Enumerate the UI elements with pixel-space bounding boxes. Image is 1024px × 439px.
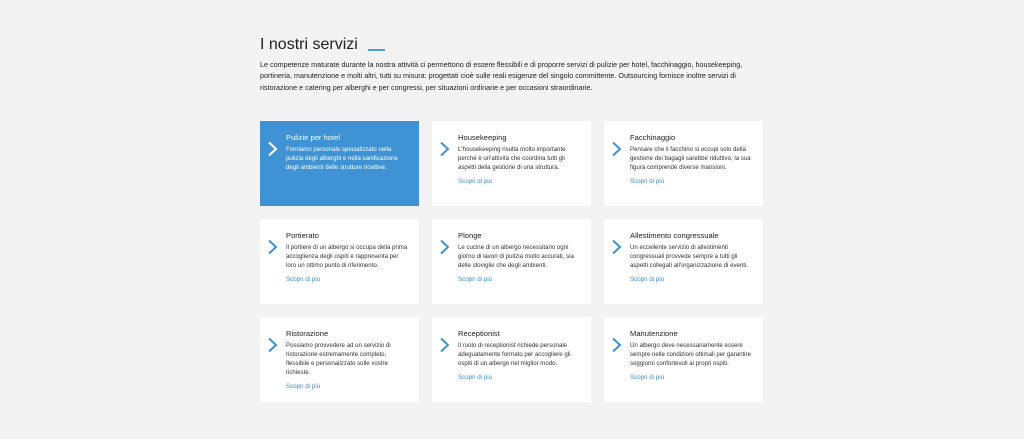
- page-title: I nostri servizi: [260, 36, 358, 53]
- discover-more-link[interactable]: Scopri di più: [630, 177, 665, 185]
- chevron-right-icon: [439, 239, 450, 255]
- service-title: Allestimento congressuale: [630, 231, 719, 240]
- service-card-receptionist[interactable]: [432, 317, 591, 402]
- service-title: Manutenzione: [630, 329, 678, 338]
- service-description: Possiamo provvedere ad un servizio di ristorazione estremamente completo, flessibile e personalizzato sulle vostre richieste.: [286, 342, 391, 376]
- service-title: Portierato: [286, 231, 319, 240]
- chevron-right-icon: [439, 337, 450, 353]
- intro-paragraph: Le competenze maturate durante la nostra attività ci permettono di essere flessibili e di proporre servizi di pulizie per hotel, facchinaggio, housekeeping, portineria, manutenzione e molti altri, tutti su misura: progettati cioè sulle reali esigenze del singolo committente. Outsourcing fornisce inoltre servizi di ristorazione e catering per alberghi e per congressi, per situazioni ordinarie e per occasioni straordinarie.: [260, 60, 743, 92]
- services-grid: [260, 121, 763, 402]
- discover-more-link[interactable]: Scopri di più: [630, 275, 665, 283]
- service-card-housekeeping[interactable]: [432, 121, 591, 206]
- service-card-manutenzione[interactable]: [604, 317, 763, 402]
- discover-more-link[interactable]: Scopri di più: [630, 373, 665, 381]
- service-card-allestimento-congressuale[interactable]: [604, 219, 763, 304]
- service-title: Ristorazione: [286, 329, 329, 338]
- service-card-portierato[interactable]: [260, 219, 419, 304]
- service-card-plonge[interactable]: [432, 219, 591, 304]
- service-description: L'housekeeping risulta molto importante perché è un'attività che coordina tutti gli aspetti della gestione di una struttura.: [458, 146, 566, 171]
- service-card-facchinaggio[interactable]: [604, 121, 763, 206]
- discover-more-link[interactable]: Scopri di più: [286, 275, 321, 283]
- service-card-ristorazione[interactable]: [260, 317, 419, 402]
- service-description: Il portiere di un albergo si occupa della prima accoglienza degli ospiti e rappresenta per loro un ottimo punto di riferimento.: [286, 244, 408, 269]
- discover-more-link[interactable]: Scopri di più: [458, 275, 493, 283]
- service-description: Un eccellente servizio di allestimenti congressuali provvede sempre a tutti gli aspetti collegati all'organizzazione di eventi.: [630, 244, 749, 269]
- service-title: Facchinaggio: [630, 133, 676, 142]
- chevron-right-icon: [611, 141, 622, 157]
- section-header: [260, 36, 385, 54]
- service-description: Il ruolo di receptionist richiede personale adeguatamente formato per accogliere gli ospiti di un albergo nel miglior modo.: [458, 342, 571, 367]
- title-accent-bar: [368, 49, 385, 51]
- discover-more-link[interactable]: Scopri di più: [458, 373, 493, 381]
- service-card-pulizie-per-hotel[interactable]: [260, 121, 419, 206]
- service-description: Un albergo deve necessariamente essere sempre nelle condizioni ottimali per garantire soggiorni confortevoli ai propri ospiti.: [630, 342, 751, 367]
- chevron-right-icon: [267, 141, 278, 157]
- chevron-right-icon: [611, 239, 622, 255]
- service-title: Receptionist: [458, 329, 500, 338]
- discover-more-link[interactable]: Scopri di più: [458, 177, 493, 185]
- service-title: Pulizie per hotel: [286, 133, 341, 142]
- service-title: Housekeeping: [458, 133, 507, 142]
- service-title: Plonge: [458, 231, 482, 240]
- chevron-right-icon: [267, 337, 278, 353]
- chevron-right-icon: [611, 337, 622, 353]
- chevron-right-icon: [439, 141, 450, 157]
- discover-more-link[interactable]: Scopri di più: [286, 382, 321, 390]
- service-description: Pensare che il facchino si occupi solo della gestione dei bagagli sarebbe riduttivo, la sua figura comprende diverse mansioni.: [630, 146, 751, 171]
- service-description: Le cucine di un albergo necessitano ogni giorno di lavori di pulizia molto accurati, sia delle stoviglie che degli ambienti.: [458, 244, 574, 269]
- service-description: Forniamo personale specializzato nella pulizia degli alberghi e nella sanificazione degli ambienti delle strutture ricettive.: [286, 146, 398, 171]
- chevron-right-icon: [267, 239, 278, 255]
